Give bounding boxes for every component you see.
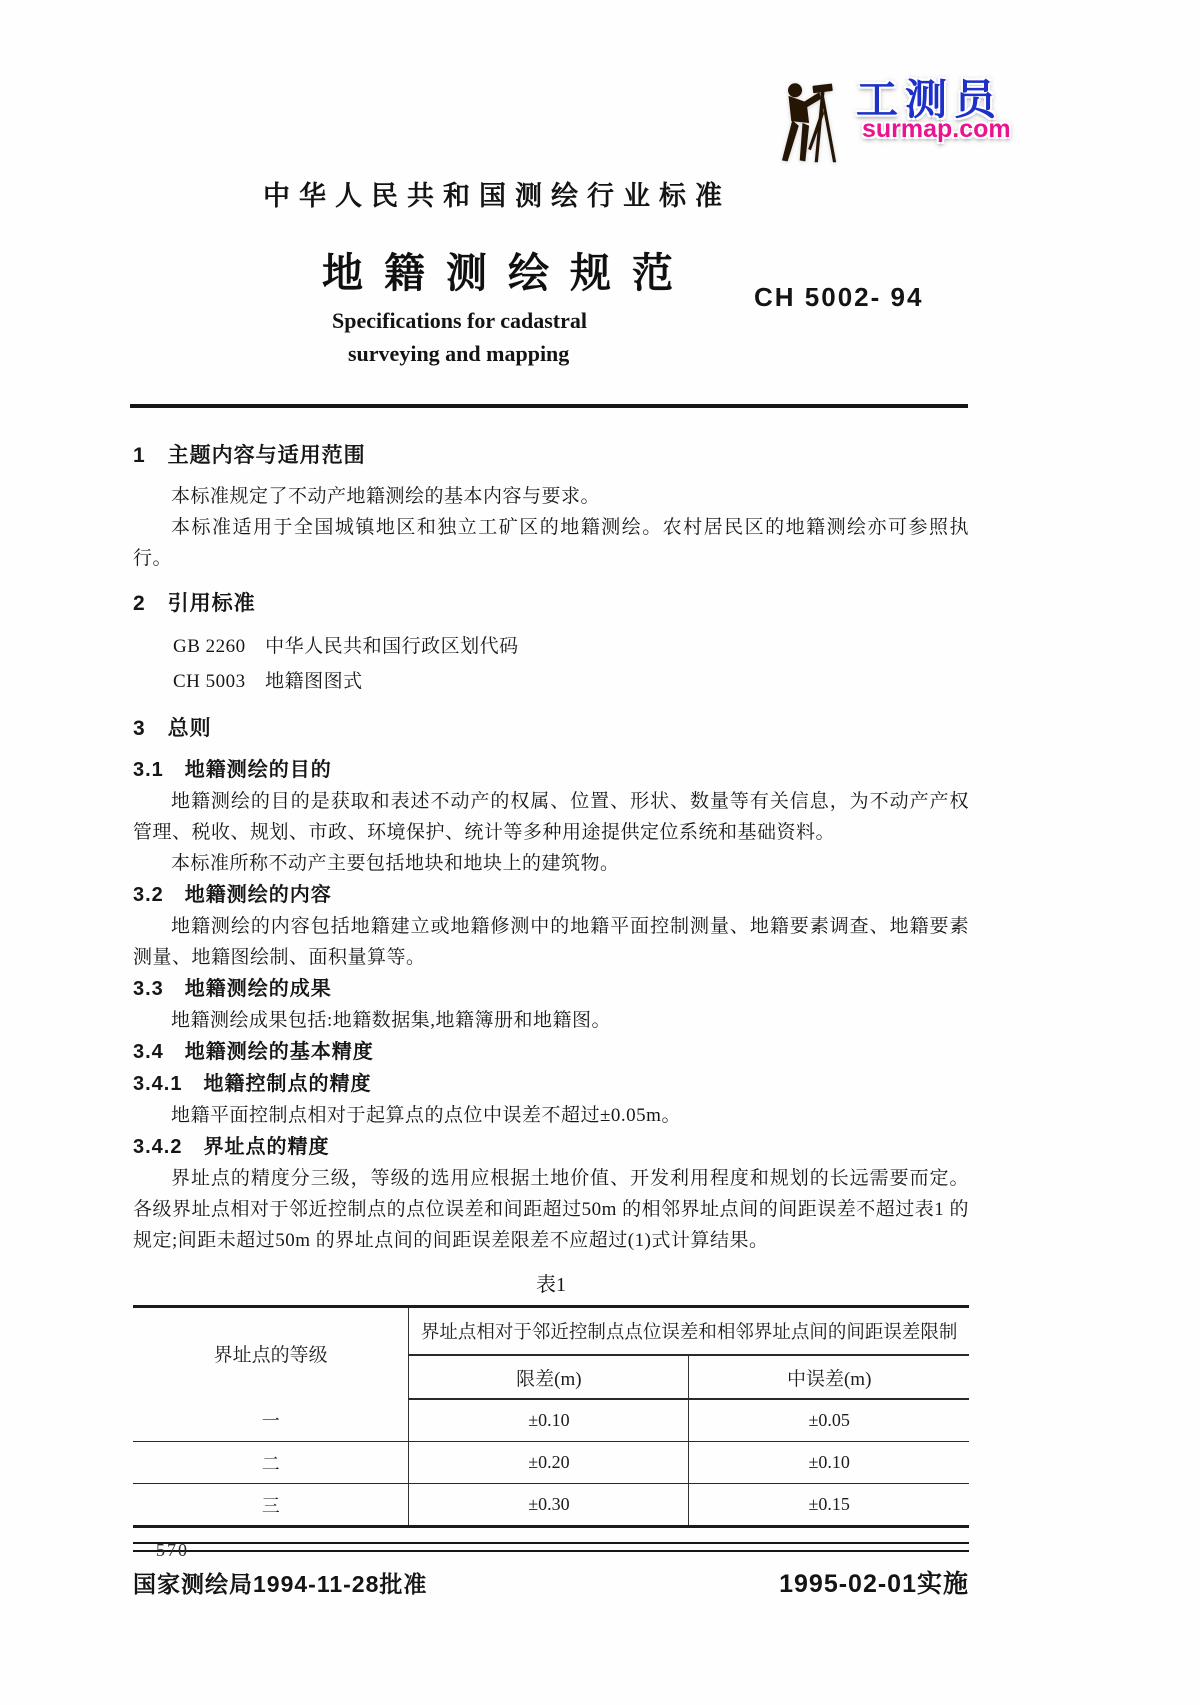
- table-header-limit: 限差(m): [409, 1355, 689, 1399]
- table-row: [133, 1484, 969, 1527]
- grade-cell: 一: [133, 1399, 409, 1442]
- table-header-mse: 中误差(m): [689, 1355, 969, 1399]
- section-3-3-heading: 3.3 地籍测绘的成果: [133, 978, 332, 1000]
- grade-cell: 二: [133, 1442, 409, 1484]
- section-3-4-1-para-1: 地籍平面控制点相对于起算点的点位中误差不超过±0.05m。: [171, 1105, 681, 1126]
- effective-date: 1995-02-01实施: [779, 1570, 969, 1598]
- section-3-4-2-para-1: 界址点的精度分三级，等级的选用应根据土地价值、开发利用程度和规划的长远需要而定。各级界址点相对于邻近控制点的点位误差和间距超过50m 的相邻界址点间的间距误差不超过表1 的规定;间距未超过50m 的界址点间的间距误差限差不应超过(1)式计算结果。: [133, 1168, 969, 1251]
- approval-note: 国家测绘局1994-11-28批准: [133, 1571, 428, 1597]
- section-3-2-para-1: 地籍测绘的内容包括地籍建立或地籍修测中的地籍平面控制测量、地籍要素调查、地籍要素测量、地籍图绘制、面积量算等。: [133, 916, 969, 968]
- limit-cell: ±0.30: [409, 1484, 689, 1527]
- industry-standard-line: 中华人民共和国测绘行业标准: [263, 181, 731, 211]
- surveyor-tripod-icon: [766, 80, 854, 171]
- standard-code: CH 5002- 94: [754, 282, 924, 312]
- section-3-4-1-heading: 3.4.1 地籍控制点的精度: [133, 1073, 372, 1095]
- document-title: 地籍测绘规范: [322, 250, 694, 296]
- document-title-english-line1: Specifications for cadastral: [332, 308, 588, 333]
- section-3-1-para-2: 本标准所称不动产主要包括地块和地块上的建筑物。: [171, 853, 620, 874]
- section-3-heading: 3 总则: [133, 717, 212, 740]
- section-3-1-heading: 3.1 地籍测绘的目的: [133, 759, 332, 781]
- section-3-2-heading: 3.2 地籍测绘的内容: [133, 884, 332, 906]
- section-3-4-2-heading: 3.4.2 界址点的精度: [133, 1136, 330, 1158]
- section-1-para-2: 本标准适用于全国城镇地区和独立工矿区的地籍测绘。农村居民区的地籍测绘亦可参照执行。: [133, 517, 969, 569]
- footer-divider: [133, 1542, 969, 1552]
- logo-text: [856, 78, 1011, 141]
- page-number: 570: [156, 1540, 189, 1560]
- reference-gb-2260: GB 2260 中华人民共和国行政区划代码: [173, 636, 519, 657]
- document-title-english-line2: surveying and mapping: [348, 341, 570, 366]
- mse-cell: ±0.10: [689, 1442, 969, 1484]
- doc-body: [133, 444, 969, 1256]
- table-header-row-1: [133, 1307, 969, 1356]
- section-2-heading: 2 引用标准: [133, 592, 256, 615]
- section-3-1-para-1: 地籍测绘的目的是获取和表述不动产的权属、位置、形状、数量等有关信息，为不动产产权管理、税收、规划、市政、环境保护、统计等多种用途提供定位系统和基础资料。: [133, 791, 969, 843]
- table1-caption: 表1: [536, 1274, 566, 1296]
- footer: [133, 1564, 969, 1600]
- surmap-logo: [766, 78, 1011, 171]
- section-1-heading: 1 主题内容与适用范围: [133, 444, 366, 467]
- mse-cell: ±0.05: [689, 1399, 969, 1442]
- table-row: [133, 1442, 969, 1484]
- document-content: [133, 426, 969, 1600]
- table-header-span: 界址点相对于邻近控制点点位误差和相邻界址点间的间距误差限制: [409, 1307, 969, 1356]
- reference-ch-5003: CH 5003 地籍图图式: [173, 671, 363, 692]
- header-divider: [130, 404, 968, 408]
- grade-cell: 三: [261, 1495, 280, 1516]
- table-header-grade: 界址点的等级: [213, 1345, 328, 1366]
- section-3-4-heading: 3.4 地籍测绘的基本精度: [133, 1041, 374, 1063]
- logo-brand-name: 工测员: [856, 76, 1004, 123]
- limit-cell: ±0.20: [409, 1442, 689, 1484]
- section-1-para-1: 本标准规定了不动产地籍测绘的基本内容与要求。: [171, 486, 601, 507]
- mse-cell: ±0.15: [689, 1484, 969, 1527]
- limit-cell: ±0.10: [409, 1399, 689, 1442]
- table-row: [133, 1399, 969, 1442]
- section-3-3-para-1: 地籍测绘成果包括:地籍数据集,地籍簿册和地籍图。: [171, 1010, 612, 1031]
- logo-domain: surmap.com: [862, 115, 1011, 143]
- table1: [133, 1305, 969, 1528]
